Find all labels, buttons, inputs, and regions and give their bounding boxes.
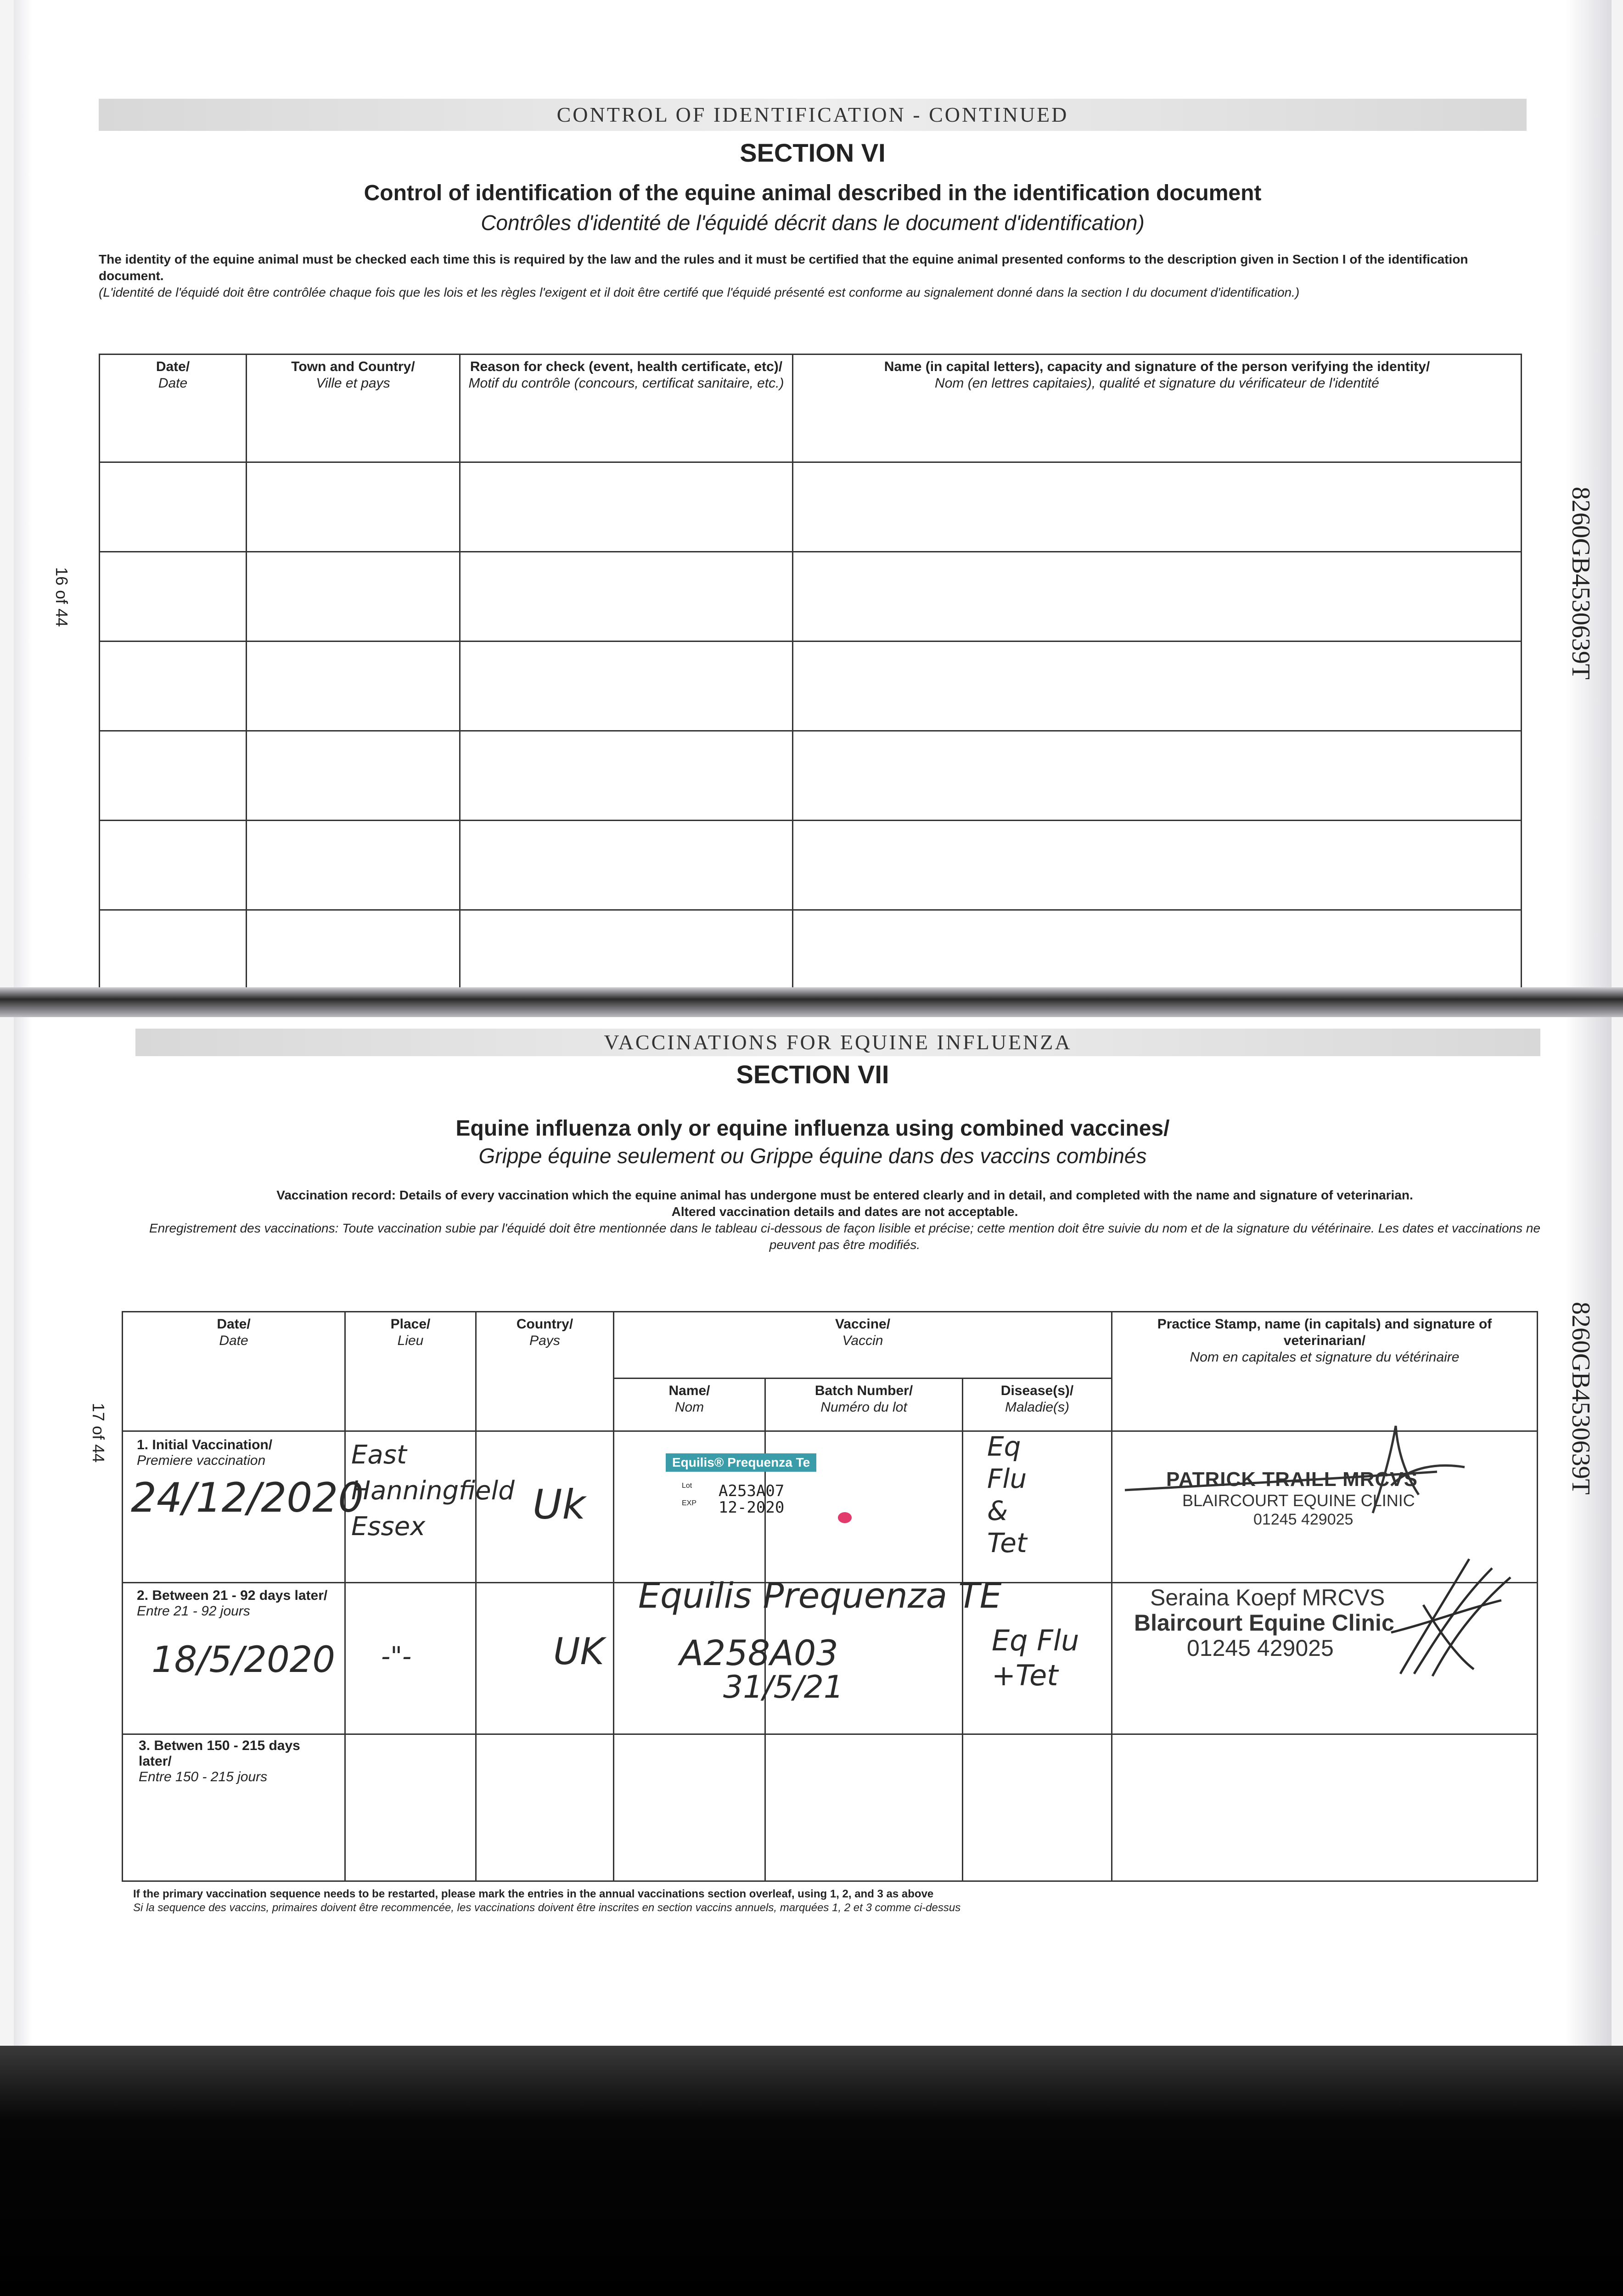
page-number: 16 of 44 (52, 567, 71, 627)
table-row (100, 642, 1522, 731)
col-date: Date/ Date (123, 1312, 345, 1431)
instructions-label: Vaccination record: (276, 1188, 396, 1202)
row-1-stamp-clinic: BLAIRCOURT EQUINE CLINIC (1182, 1491, 1415, 1510)
instructions-en: The identity of the equine animal must be checked each time this is required by the law and the rules and it must be certified that the equine animal presented conforms to the description given in Section I of the identification document. (99, 252, 1468, 283)
page-title: Equine influenza only or equine influenza using combined vaccines/ (455, 1116, 1170, 1141)
document-id: 8260GB4530639T (1567, 487, 1595, 680)
col-date: Date/ Date (100, 355, 247, 462)
page-title-fr: Contrôles d'identité de l'équidé décrit dans le document d'identification) (481, 211, 1145, 235)
row-1-expiry: 12-2020 (719, 1498, 785, 1517)
page-title-fr: Grippe équine seulement ou Grippe équine dans des vaccins combinés (478, 1144, 1147, 1168)
row-2-stamp-clinic: Blaircourt Equine Clinic (1134, 1610, 1394, 1636)
col-reason: Reason for check (event, health certificate, etc)/ Motif du contrôle (concours, certificat sanitaire, etc.) (460, 355, 793, 462)
lot-label: Lot (682, 1482, 692, 1490)
instructions-fr: (L'identité de l'équidé doit être contrôlée chaque fois que les lois et les règles l'exigent et il doit être certifé que l'équidé présenté est conforme au signalement donné dans la section I du document d'identification.) (99, 285, 1300, 299)
row-2-date: 18/5/2020 (152, 1639, 335, 1681)
col-vaccine-name: Name/ Nom (614, 1379, 765, 1431)
col-practice-stamp: Practice Stamp, name (in capitals) and signature of veterinarian/ Nom en capitales et signature du vétérinaire (1112, 1312, 1538, 1431)
row-1-disease: Eq Flu & Tet (987, 1431, 1027, 1559)
row-2-expiry: 31/5/21 (723, 1669, 844, 1705)
row-2-stamp-name: Seraina Koepf MRCVS (1150, 1585, 1385, 1610)
row-1-signature (1116, 1417, 1483, 1522)
col-town-country: Town and Country/ Ville et pays (247, 355, 460, 462)
table-row (100, 821, 1522, 910)
row-2-label: 2. Between 21 - 92 days later/ Entre 21 - 92 jours (137, 1588, 328, 1619)
scanner-background (0, 2046, 1623, 2296)
footnote (133, 1887, 1556, 1915)
page-number: 17 of 44 (89, 1403, 108, 1463)
row-1-batch: A253A07 (719, 1482, 785, 1500)
vaccine-sticker: Equilis® Prequenza Te (666, 1453, 816, 1472)
row-1-country: Uk (533, 1481, 586, 1528)
page-spine (0, 987, 1623, 1017)
footnote-fr: Si la sequence des vaccins, primaires doivent être recommencée, les vaccinations doivent être inscrites en section vaccins annuels, marquées 1, 2 et 3 comme ci-dessus (133, 1902, 961, 1914)
row-1-stamp-phone: 01245 429025 (1253, 1511, 1353, 1528)
identification-table (99, 354, 1522, 989)
instructions (133, 1187, 1556, 1253)
section-title: SECTION VII (736, 1060, 889, 1089)
col-vaccine: Vaccine/ Vaccin (614, 1312, 1112, 1379)
row-1-label: 1. Initial Vaccination/ Premiere vaccination (137, 1437, 273, 1468)
page-title: Control of identification of the equine animal described in the identification document (364, 181, 1262, 205)
col-disease: Disease(s)/ Maladie(s) (963, 1379, 1112, 1431)
row-3-label: 3. Betwen 150 - 215 days later/ Entre 150 - 215 jours (139, 1738, 300, 1784)
table-row (100, 462, 1522, 552)
row-1-stamp-name: PATRICK TRAILL MRCVS (1166, 1468, 1418, 1491)
row-2-country: UK (553, 1630, 605, 1673)
row-1-place: East Hanningfield Essex (351, 1440, 515, 1542)
row-2-place: -"- (381, 1642, 412, 1671)
row-2-signature (1382, 1550, 1520, 1683)
footnote-en: If the primary vaccination sequence needs to be restarted, please mark the entries in the annual vaccinations section overleaf, using 1, 2, and 3 as above (133, 1888, 934, 1900)
row-2-vaccine-name: Equilis Prequenza TE (638, 1575, 1002, 1616)
section-title: SECTION VI (740, 138, 886, 167)
document-id: 8260GB4530639T (1567, 1302, 1595, 1495)
row-1-date: 24/12/2020 (131, 1474, 364, 1521)
section-band: CONTROL OF IDENTIFICATION - CONTINUED (99, 99, 1527, 131)
exp-label: EXP (682, 1499, 697, 1507)
row-2-disease: Eq Flu +Tet (992, 1624, 1079, 1692)
page-17 (14, 1017, 1612, 2046)
instructions-fr: Enregistrement des vaccinations: Toute vaccination subie par l'équidé doit être mentionnée dans le tableau ci-dessous de façon lisible et précise; cette mention doit être suivie du nom et de la signature du vétérinaire. Les dates et vaccinations ne peuvent pas être modifiés. (149, 1221, 1541, 1252)
col-batch-number: Batch Number/ Numéro du lot (765, 1379, 963, 1431)
row-2-stamp-phone: 01245 429025 (1187, 1635, 1334, 1661)
table-row (100, 731, 1522, 821)
row-2-batch: A258A03 (680, 1632, 838, 1673)
page-16 (14, 0, 1612, 987)
instructions-en: Details of every vaccination which the equine animal has undergone must be entered clearly and in detail, and completed with the name and signature of veterinarian. (399, 1188, 1413, 1202)
ink-mark (838, 1512, 852, 1523)
col-country: Country/ Pays (476, 1312, 614, 1431)
col-place: Place/ Lieu (345, 1312, 476, 1431)
section-band: VACCINATIONS FOR EQUINE INFLUENZA (135, 1029, 1540, 1056)
table-row (100, 552, 1522, 642)
instructions-en-2: Altered vaccination details and dates are not acceptable. (671, 1204, 1018, 1219)
instructions (99, 251, 1522, 301)
col-verifier: Name (in capital letters), capacity and signature of the person verifying the identity/ Nom (en lettres capitaies), qualité et signature du vérificateur de l'identité (793, 355, 1522, 462)
table-row (100, 910, 1522, 988)
